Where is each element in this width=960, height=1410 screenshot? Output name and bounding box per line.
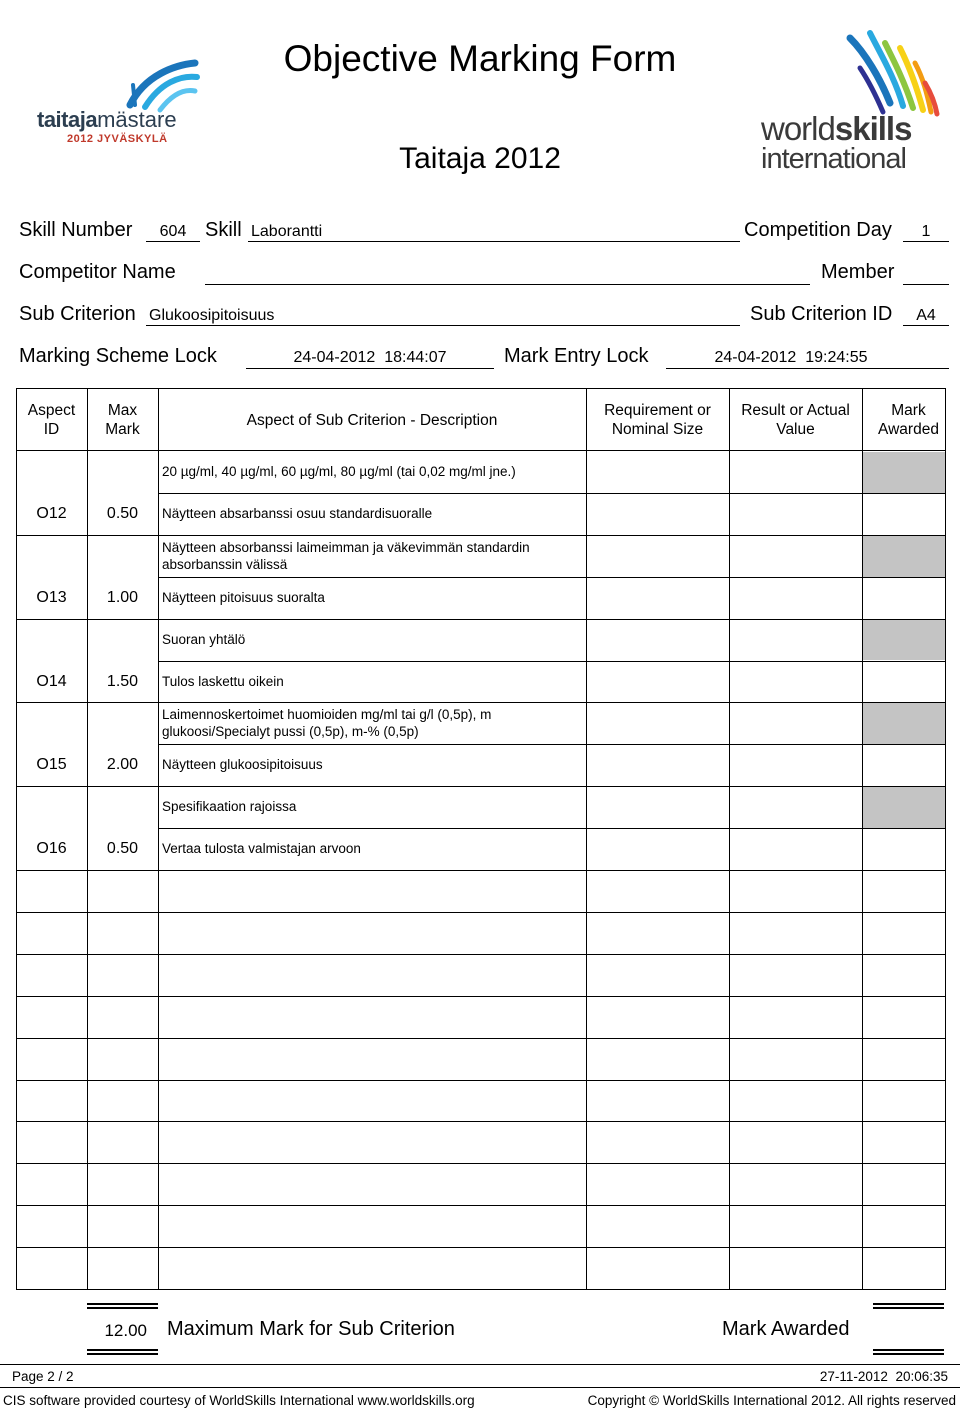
- logo-text-taitaja: taitaja: [37, 107, 98, 132]
- copyright-notice: Copyright © WorldSkills International 2012. All rights reserved: [587, 1393, 956, 1408]
- marking-scheme-lock-value: 24-04-2012 18:44:07: [293, 349, 447, 366]
- page-number: Page 2 / 2: [12, 1369, 74, 1384]
- form-title: Objective Marking Form: [283, 38, 677, 79]
- mark-cell-disabled: [863, 536, 945, 577]
- mark-entry-lock-label: Mark Entry Lock: [504, 345, 649, 367]
- mark-awarded-input[interactable]: [863, 578, 945, 618]
- aspect-description: Näytteen absarbanssi osuu standardisuoralle: [162, 505, 433, 521]
- aspect-description: Spesifikaation rajoissa: [162, 799, 297, 815]
- logo-text-mastare: mästare: [97, 107, 177, 132]
- mark-cell-disabled: [863, 787, 945, 828]
- max-mark: 0.50: [106, 504, 139, 522]
- aspect-id: O13: [36, 588, 67, 606]
- print-timestamp: 27-11-2012 20:06:35: [819, 1369, 948, 1384]
- member-label: Member: [821, 261, 895, 283]
- max-total-value: 12.00: [104, 1321, 147, 1340]
- aspect-description: Tulos laskettu oikein: [162, 673, 284, 689]
- header-result: Result or Actual Value: [741, 402, 850, 438]
- skill-value: Laborantti: [251, 223, 323, 240]
- competitor-name-label: Competitor Name: [19, 261, 176, 283]
- aspect-id: O12: [36, 504, 67, 522]
- header-max-mark: Max Mark: [105, 402, 140, 438]
- header-description: Aspect of Sub Criterion - Description: [246, 412, 498, 429]
- mark-awarded-total-label: Mark Awarded: [722, 1318, 850, 1340]
- mark-awarded-input[interactable]: [863, 662, 945, 702]
- mark-awarded-input[interactable]: [863, 494, 945, 534]
- max-mark: 1.00: [106, 588, 139, 606]
- mark-awarded-input[interactable]: [863, 829, 945, 869]
- mark-awarded-input[interactable]: [863, 745, 945, 785]
- skill-label: Skill: [205, 219, 242, 241]
- logo-text-skills: skills: [834, 110, 912, 147]
- aspect-description: Näytteen pitoisuus suoralta: [162, 589, 325, 605]
- logo-text-international: international: [761, 143, 906, 175]
- mark-cell-disabled: [863, 620, 945, 661]
- mark-entry-lock-value: 24-04-2012 19:24:55: [714, 349, 868, 366]
- sub-criterion-value: Glukoosipitoisuus: [149, 307, 275, 324]
- header-requirement: Requirement or Nominal Size: [604, 402, 711, 438]
- sub-criterion-label: Sub Criterion: [19, 303, 136, 325]
- sub-criterion-id-value: A4: [916, 307, 936, 324]
- logo-text-year: 2012 JYVÄSKYLÄ: [67, 133, 168, 145]
- aspect-id: O14: [36, 672, 67, 690]
- sub-criterion-id-label: Sub Criterion ID: [750, 303, 893, 325]
- aspect-description: Näytteen absorbanssi laimeimman ja väkevimmän standardin absorbanssin välissä: [162, 539, 530, 572]
- marking-scheme-lock-label: Marking Scheme Lock: [19, 345, 217, 367]
- aspect-id: O16: [36, 840, 67, 858]
- max-mark: 2.00: [106, 756, 139, 774]
- header-mark-awarded: Mark Awarded: [878, 402, 939, 438]
- aspect-description: Vertaa tulosta valmistajan arvoon: [162, 841, 361, 857]
- header-aspect-id: Aspect ID: [27, 402, 76, 438]
- skill-number-value: 604: [159, 223, 187, 240]
- aspect-id: O15: [36, 756, 67, 774]
- aspect-description: 20 µg/ml, 40 µg/ml, 60 µg/ml, 80 µg/ml (tai 0,02 mg/ml jne.): [162, 464, 516, 479]
- software-credit: CIS software provided courtesy of WorldSkills International www.worldskills.org: [3, 1393, 475, 1408]
- aspect-description: Suoran yhtälö: [162, 631, 246, 647]
- competition-day-value: 1: [921, 223, 931, 240]
- competition-day-label: Competition Day: [744, 219, 892, 241]
- form-subtitle: Taitaja 2012: [399, 142, 561, 175]
- aspect-description: Näytteen glukoosipitoisuus: [162, 757, 323, 773]
- max-total-label: Maximum Mark for Sub Criterion: [167, 1318, 455, 1340]
- aspect-description: Laimennoskertoimet huomioiden mg/ml tai g/l (0,5p), m glukoosi/Specialyt pussi (0,5p), m-% (0,5p): [162, 707, 492, 740]
- max-mark: 1.50: [106, 672, 139, 690]
- max-mark: 0.50: [106, 840, 139, 858]
- skill-number-label: Skill Number: [19, 219, 133, 241]
- logo-text-world: world: [761, 110, 835, 147]
- mark-cell-disabled: [863, 703, 945, 744]
- mark-cell-disabled: [863, 452, 945, 493]
